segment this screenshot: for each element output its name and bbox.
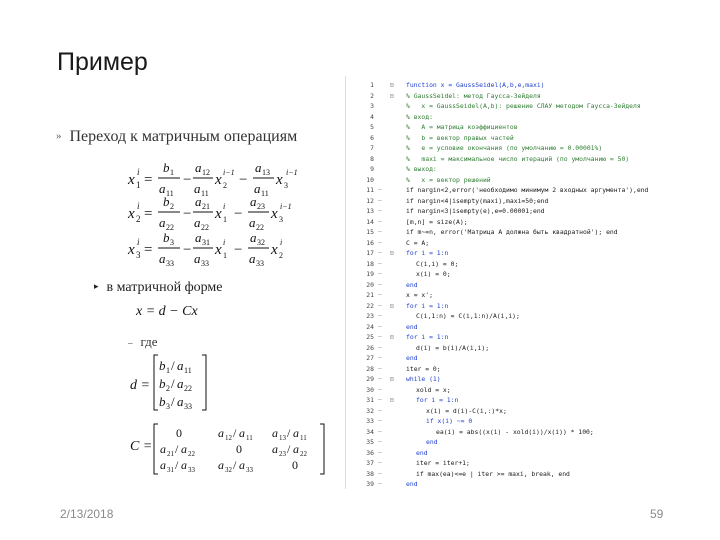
- svg-text:0: 0: [292, 458, 298, 472]
- svg-text:1: 1: [170, 168, 174, 177]
- breakpoint-marker[interactable]: –: [378, 228, 382, 235]
- svg-text:2: 2: [136, 214, 141, 224]
- svg-text:i: i: [137, 201, 140, 211]
- code-line: [346, 301, 660, 311]
- fold-toggle-icon[interactable]: ⊟: [390, 396, 394, 404]
- code-text: % A = матрица коэффициентов: [406, 123, 518, 131]
- svg-text:=: =: [144, 206, 153, 222]
- code-text: if max(ea)<=e | iter >= maxi, break, end: [416, 469, 570, 478]
- svg-text:−: −: [234, 242, 243, 258]
- svg-text:i: i: [137, 237, 140, 247]
- breakpoint-marker[interactable]: –: [378, 270, 382, 277]
- line-number: 16: [366, 238, 374, 247]
- svg-text:a: a: [255, 160, 262, 175]
- svg-text:x: x: [215, 172, 222, 188]
- svg-text:a: a: [159, 215, 166, 230]
- breakpoint-marker[interactable]: –: [378, 291, 382, 298]
- svg-text:a: a: [218, 426, 224, 440]
- code-line: [346, 290, 660, 300]
- line-number: 31: [366, 396, 374, 404]
- line-number: 38: [366, 469, 374, 478]
- matrix-c: [130, 424, 324, 474]
- line-number: 7: [370, 144, 374, 152]
- svg-text:a: a: [239, 458, 245, 472]
- breakpoint-marker[interactable]: –: [378, 301, 382, 309]
- bullet-marker: »: [56, 130, 62, 142]
- line-number: 34: [366, 427, 374, 436]
- svg-text:/: /: [287, 426, 291, 440]
- code-line: [346, 332, 660, 342]
- svg-text:22: 22: [201, 223, 209, 232]
- svg-text:=: =: [144, 172, 153, 188]
- equation-row-1: [127, 160, 298, 198]
- line-number: 27: [366, 354, 374, 362]
- svg-text:i: i: [223, 202, 226, 211]
- breakpoint-marker[interactable]: –: [378, 186, 382, 193]
- code-text: end: [416, 448, 428, 457]
- svg-text:2: 2: [170, 202, 174, 211]
- svg-text:b: b: [163, 194, 170, 209]
- svg-text:22: 22: [166, 223, 174, 232]
- code-text: end: [406, 280, 418, 289]
- svg-text:22: 22: [300, 450, 307, 458]
- svg-text:a: a: [159, 251, 166, 266]
- code-text: function x = GaussSeidel(A,b,e,maxi): [406, 81, 545, 89]
- svg-text:11: 11: [300, 434, 307, 442]
- code-text: if nargin<4|isempty(maxi),maxi=50;end: [406, 196, 549, 205]
- breakpoint-marker[interactable]: –: [378, 259, 382, 267]
- code-line: [346, 437, 660, 447]
- code-line: [346, 343, 660, 353]
- svg-text:b: b: [159, 358, 166, 373]
- svg-text:b: b: [163, 160, 170, 175]
- svg-text:b: b: [163, 230, 170, 245]
- svg-text:−: −: [234, 206, 243, 222]
- line-number: 33: [366, 417, 374, 425]
- svg-text:x: x: [276, 172, 283, 188]
- code-text: iter = 0;: [406, 364, 441, 373]
- breakpoint-marker[interactable]: –: [378, 427, 382, 435]
- fold-toggle-icon[interactable]: ⊟: [390, 375, 394, 383]
- svg-text:b: b: [159, 376, 166, 391]
- svg-text:a: a: [250, 194, 257, 209]
- svg-text:a: a: [293, 426, 299, 440]
- svg-text:31: 31: [167, 466, 174, 474]
- line-number: 6: [370, 133, 374, 142]
- code-text: end: [406, 480, 418, 488]
- code-line: [346, 101, 660, 111]
- d-label: d =: [130, 378, 150, 393]
- svg-text:a: a: [177, 358, 184, 373]
- svg-text:11: 11: [166, 189, 174, 198]
- svg-text:2: 2: [223, 181, 227, 190]
- svg-text:22: 22: [184, 384, 192, 393]
- breakpoint-marker[interactable]: –: [378, 196, 382, 204]
- code-line: [346, 206, 660, 216]
- svg-text:x: x: [271, 242, 278, 258]
- svg-text:i: i: [137, 167, 140, 177]
- breakpoint-marker[interactable]: –: [378, 280, 382, 288]
- line-number: 37: [366, 459, 374, 467]
- fold-toggle-icon[interactable]: ⊟: [390, 81, 394, 89]
- breakpoint-marker[interactable]: –: [378, 385, 382, 393]
- line-number: 32: [366, 406, 374, 415]
- code-text: x(i) = 0;: [416, 270, 451, 278]
- code-line: [346, 175, 660, 185]
- svg-text:a: a: [177, 394, 184, 409]
- code-line: [346, 479, 660, 489]
- svg-text:/: /: [175, 442, 179, 456]
- code-line: [346, 280, 660, 290]
- code-text: C(i,i) = 0;: [416, 259, 459, 268]
- code-text: % выход:: [406, 165, 437, 173]
- svg-text:12: 12: [202, 168, 210, 177]
- svg-text:i: i: [223, 238, 226, 247]
- bullet-matrix-text: в матричной форме: [106, 280, 223, 295]
- svg-text:a: a: [249, 251, 256, 266]
- code-line: [346, 227, 660, 237]
- svg-text:22: 22: [256, 223, 264, 232]
- bullet-main-text: Переход к матричным операциям: [69, 128, 298, 145]
- code-text: % GaussSeidel: метод Гаусса-Зейделя: [406, 91, 541, 100]
- code-text: for i = 1:n: [416, 396, 459, 404]
- svg-text:i: i: [280, 238, 283, 247]
- svg-text:−: −: [239, 172, 248, 188]
- line-number: 19: [366, 270, 374, 278]
- svg-text:22: 22: [188, 450, 195, 458]
- line-number: 9: [370, 165, 374, 173]
- svg-text:11: 11: [201, 189, 209, 198]
- svg-text:/: /: [171, 358, 175, 373]
- line-number: 17: [366, 249, 374, 257]
- breakpoint-marker[interactable]: –: [378, 459, 382, 466]
- svg-text:0: 0: [176, 426, 182, 440]
- breakpoint-marker[interactable]: –: [378, 322, 382, 330]
- svg-text:11: 11: [184, 366, 192, 375]
- svg-text:0: 0: [236, 442, 242, 456]
- code-line: [346, 154, 660, 164]
- code-text: if m~=n, error('Матрица A должна быть квадратной'); end: [406, 228, 618, 236]
- fold-toggle-icon[interactable]: ⊟: [390, 333, 394, 341]
- line-number: 39: [366, 480, 374, 488]
- breakpoint-marker[interactable]: –: [378, 396, 382, 403]
- code-text: ea(i) = abs((x(i) - xold(i))/x(i)) * 100;: [436, 427, 594, 436]
- svg-text:32: 32: [225, 466, 232, 474]
- svg-text:i−1: i−1: [223, 168, 235, 177]
- line-number: 22: [366, 301, 374, 310]
- code-text: C(i,1:n) = C(i,1:n)/A(i,i);: [416, 312, 520, 320]
- code-listing: [345, 76, 660, 489]
- code-line: [346, 91, 660, 101]
- svg-text:a: a: [160, 442, 166, 456]
- svg-text:a: a: [272, 442, 278, 456]
- code-text: [m,n] = size(A);: [406, 217, 468, 226]
- code-line: [346, 311, 660, 321]
- code-line: [346, 322, 660, 332]
- line-number: 18: [366, 259, 374, 268]
- code-line: [346, 217, 660, 227]
- line-number: 21: [366, 291, 374, 299]
- line-number: 30: [366, 385, 374, 394]
- fold-toggle-icon[interactable]: ⊟: [390, 91, 394, 100]
- svg-text:1: 1: [223, 251, 227, 260]
- code-line: [346, 448, 660, 458]
- line-number: 14: [366, 217, 374, 226]
- svg-text:/: /: [171, 376, 175, 391]
- svg-text:33: 33: [184, 402, 192, 411]
- code-text: end: [426, 438, 438, 446]
- svg-text:33: 33: [166, 259, 174, 268]
- code-text: end: [406, 322, 418, 331]
- svg-text:21: 21: [202, 202, 210, 211]
- breakpoint-marker[interactable]: –: [378, 217, 382, 225]
- svg-text:1: 1: [136, 180, 141, 190]
- slide-title: Пример: [57, 48, 148, 76]
- code-text: % e = условие окончания (по умолчанию = 0.00001%): [406, 144, 603, 152]
- line-number: 3: [370, 102, 374, 110]
- line-number: 1: [370, 81, 374, 89]
- code-line: [346, 458, 660, 468]
- code-line: [346, 143, 660, 153]
- svg-text:/: /: [171, 394, 175, 409]
- line-number: 10: [366, 175, 374, 184]
- svg-text:1: 1: [223, 215, 227, 224]
- code-line: [346, 385, 660, 395]
- svg-text:−: −: [183, 206, 192, 222]
- svg-text:/: /: [287, 442, 291, 456]
- svg-text:x: x: [128, 242, 135, 258]
- breakpoint-marker[interactable]: –: [378, 406, 382, 414]
- svg-text:b: b: [159, 394, 166, 409]
- line-number: 13: [366, 207, 374, 215]
- svg-text:a: a: [195, 230, 202, 245]
- svg-text:x: x: [128, 206, 135, 222]
- code-text: for i = 1:n: [406, 333, 449, 341]
- fold-toggle-icon[interactable]: ⊟: [390, 301, 394, 310]
- code-text: iter = iter+1;: [416, 459, 470, 467]
- breakpoint-marker[interactable]: –: [378, 249, 382, 256]
- svg-text:x: x: [271, 206, 278, 222]
- breakpoint-marker[interactable]: –: [378, 438, 382, 445]
- svg-text:a: a: [194, 215, 201, 230]
- breakpoint-marker[interactable]: –: [378, 364, 382, 372]
- svg-text:2: 2: [279, 251, 283, 260]
- breakpoint-marker[interactable]: –: [378, 312, 382, 319]
- breakpoint-marker[interactable]: –: [378, 354, 382, 361]
- line-number: 15: [366, 228, 374, 236]
- code-text: x = x';: [406, 291, 433, 299]
- code-line: [346, 112, 660, 122]
- line-number: 2: [370, 91, 374, 100]
- svg-text:i−1: i−1: [286, 168, 298, 177]
- code-text: % x = GaussSeidel(A,b): решение СЛАУ методом Гаусса-Зейделя: [406, 102, 641, 110]
- svg-text:x: x: [215, 242, 222, 258]
- svg-text:3: 3: [166, 402, 170, 411]
- code-line: [346, 395, 660, 405]
- svg-text:−: −: [183, 172, 192, 188]
- svg-text:=: =: [144, 242, 153, 258]
- line-number: 36: [366, 448, 374, 457]
- svg-text:13: 13: [279, 434, 286, 442]
- code-text: % вход:: [406, 112, 433, 121]
- code-text: d(i) = b(i)/A(i,i);: [416, 343, 490, 352]
- svg-text:a: a: [181, 442, 187, 456]
- code-text: xold = x;: [416, 385, 451, 394]
- code-text: % b = вектор правых частей: [406, 133, 514, 142]
- c-label: C =: [130, 439, 153, 454]
- svg-text:a: a: [181, 458, 187, 472]
- where-line: [128, 334, 158, 350]
- svg-text:−: −: [183, 242, 192, 258]
- code-text: if nargin<2,error('необходимо минимум 2 входных аргумента'),end: [406, 186, 649, 194]
- code-line: [346, 269, 660, 279]
- svg-text:a: a: [239, 426, 245, 440]
- where-text: где: [140, 334, 158, 349]
- code-line: [346, 164, 660, 174]
- svg-text:3: 3: [170, 238, 174, 247]
- svg-text:a: a: [218, 458, 224, 472]
- code-text: x(i) = d(i)-C(i,:)*x;: [426, 406, 507, 415]
- vector-d: [130, 355, 206, 411]
- svg-text:a: a: [293, 442, 299, 456]
- code-line: [346, 374, 660, 384]
- fold-toggle-icon[interactable]: ⊟: [390, 249, 394, 257]
- svg-text:a: a: [195, 194, 202, 209]
- svg-text:13: 13: [262, 168, 270, 177]
- svg-text:3: 3: [279, 215, 283, 224]
- code-line: [346, 259, 660, 269]
- line-number: 5: [370, 123, 374, 131]
- svg-text:33: 33: [246, 466, 253, 474]
- svg-text:1: 1: [166, 366, 170, 375]
- svg-text:3: 3: [284, 181, 288, 190]
- code-text: if x(i) ~= 0: [426, 417, 473, 425]
- svg-text:/: /: [175, 458, 179, 472]
- equations-figure: [0, 0, 340, 480]
- svg-text:a: a: [160, 458, 166, 472]
- code-line: [346, 238, 660, 248]
- svg-text:/: /: [233, 458, 237, 472]
- line-number: 4: [370, 112, 374, 121]
- svg-text:a: a: [195, 160, 202, 175]
- code-line: [346, 416, 660, 426]
- svg-text:23: 23: [257, 202, 265, 211]
- svg-text:i−1: i−1: [280, 202, 292, 211]
- code-text: % maxi = максимальное число итераций (по умолчанию = 50): [406, 154, 630, 163]
- matrix-equation: x = d − Cx: [136, 304, 198, 319]
- code-text: C = A;: [406, 238, 430, 247]
- svg-text:3: 3: [136, 250, 141, 260]
- line-number: 28: [366, 364, 374, 373]
- line-number: 23: [366, 312, 374, 320]
- svg-text:a: a: [272, 426, 278, 440]
- svg-text:2: 2: [166, 384, 170, 393]
- svg-text:a: a: [194, 181, 201, 196]
- svg-text:x: x: [128, 172, 135, 188]
- svg-text:31: 31: [202, 238, 210, 247]
- bullet-arrow-icon: ▸: [94, 281, 99, 291]
- svg-text:23: 23: [279, 450, 286, 458]
- line-number: 29: [366, 375, 374, 383]
- code-text: for i = 1:n: [406, 249, 449, 257]
- line-number: 8: [370, 154, 374, 163]
- svg-text:11: 11: [261, 189, 269, 198]
- svg-text:33: 33: [188, 466, 195, 474]
- svg-text:a: a: [250, 230, 257, 245]
- svg-text:a: a: [159, 181, 166, 196]
- svg-text:33: 33: [201, 259, 209, 268]
- breakpoint-marker[interactable]: –: [378, 448, 382, 456]
- bullet-matrix-form: [94, 280, 223, 296]
- page-number: 59: [650, 507, 664, 521]
- svg-text:a: a: [194, 251, 201, 266]
- code-line: [346, 364, 660, 374]
- svg-text:11: 11: [246, 434, 253, 442]
- line-number: 11: [366, 186, 374, 194]
- svg-text:21: 21: [167, 450, 174, 458]
- code-text: % x = вектор решений: [406, 175, 491, 184]
- line-number: 20: [366, 280, 374, 289]
- line-number: 26: [366, 343, 374, 352]
- code-text: end: [406, 354, 418, 362]
- footer-date: 2/13/2018: [60, 507, 114, 521]
- svg-text:a: a: [254, 181, 261, 196]
- code-text: for i = 1:n: [406, 301, 449, 310]
- line-number: 12: [366, 196, 374, 205]
- svg-text:12: 12: [225, 434, 232, 442]
- code-line: [346, 469, 660, 479]
- line-number: 35: [366, 438, 374, 446]
- breakpoint-marker[interactable]: –: [378, 480, 382, 487]
- code-line: [346, 406, 660, 416]
- code-line: [346, 196, 660, 206]
- breakpoint-marker[interactable]: –: [378, 417, 382, 424]
- equation-row-2: [127, 194, 292, 232]
- svg-text:x: x: [215, 206, 222, 222]
- code-line: [346, 80, 660, 90]
- code-line: [346, 185, 660, 195]
- equation-row-3: [127, 230, 283, 268]
- code-text: while (1): [406, 375, 441, 383]
- line-number: 24: [366, 322, 374, 331]
- svg-text:a: a: [177, 376, 184, 391]
- svg-text:33: 33: [256, 259, 264, 268]
- breakpoint-marker[interactable]: –: [378, 207, 382, 214]
- svg-text:a: a: [249, 215, 256, 230]
- code-line: [346, 122, 660, 132]
- svg-text:/: /: [233, 426, 237, 440]
- breakpoint-marker[interactable]: –: [378, 375, 382, 382]
- dash-marker: –: [128, 338, 133, 348]
- code-text: if nargin<3|isempty(e),e=0.00001;end: [406, 207, 545, 215]
- breakpoint-marker[interactable]: –: [378, 238, 382, 246]
- code-line: [346, 353, 660, 363]
- svg-text:32: 32: [257, 238, 265, 247]
- code-line: [346, 248, 660, 258]
- breakpoint-marker[interactable]: –: [378, 469, 382, 477]
- code-line: [346, 133, 660, 143]
- breakpoint-marker[interactable]: –: [378, 343, 382, 351]
- breakpoint-marker[interactable]: –: [378, 333, 382, 340]
- code-line: [346, 427, 660, 437]
- line-number: 25: [366, 333, 374, 341]
